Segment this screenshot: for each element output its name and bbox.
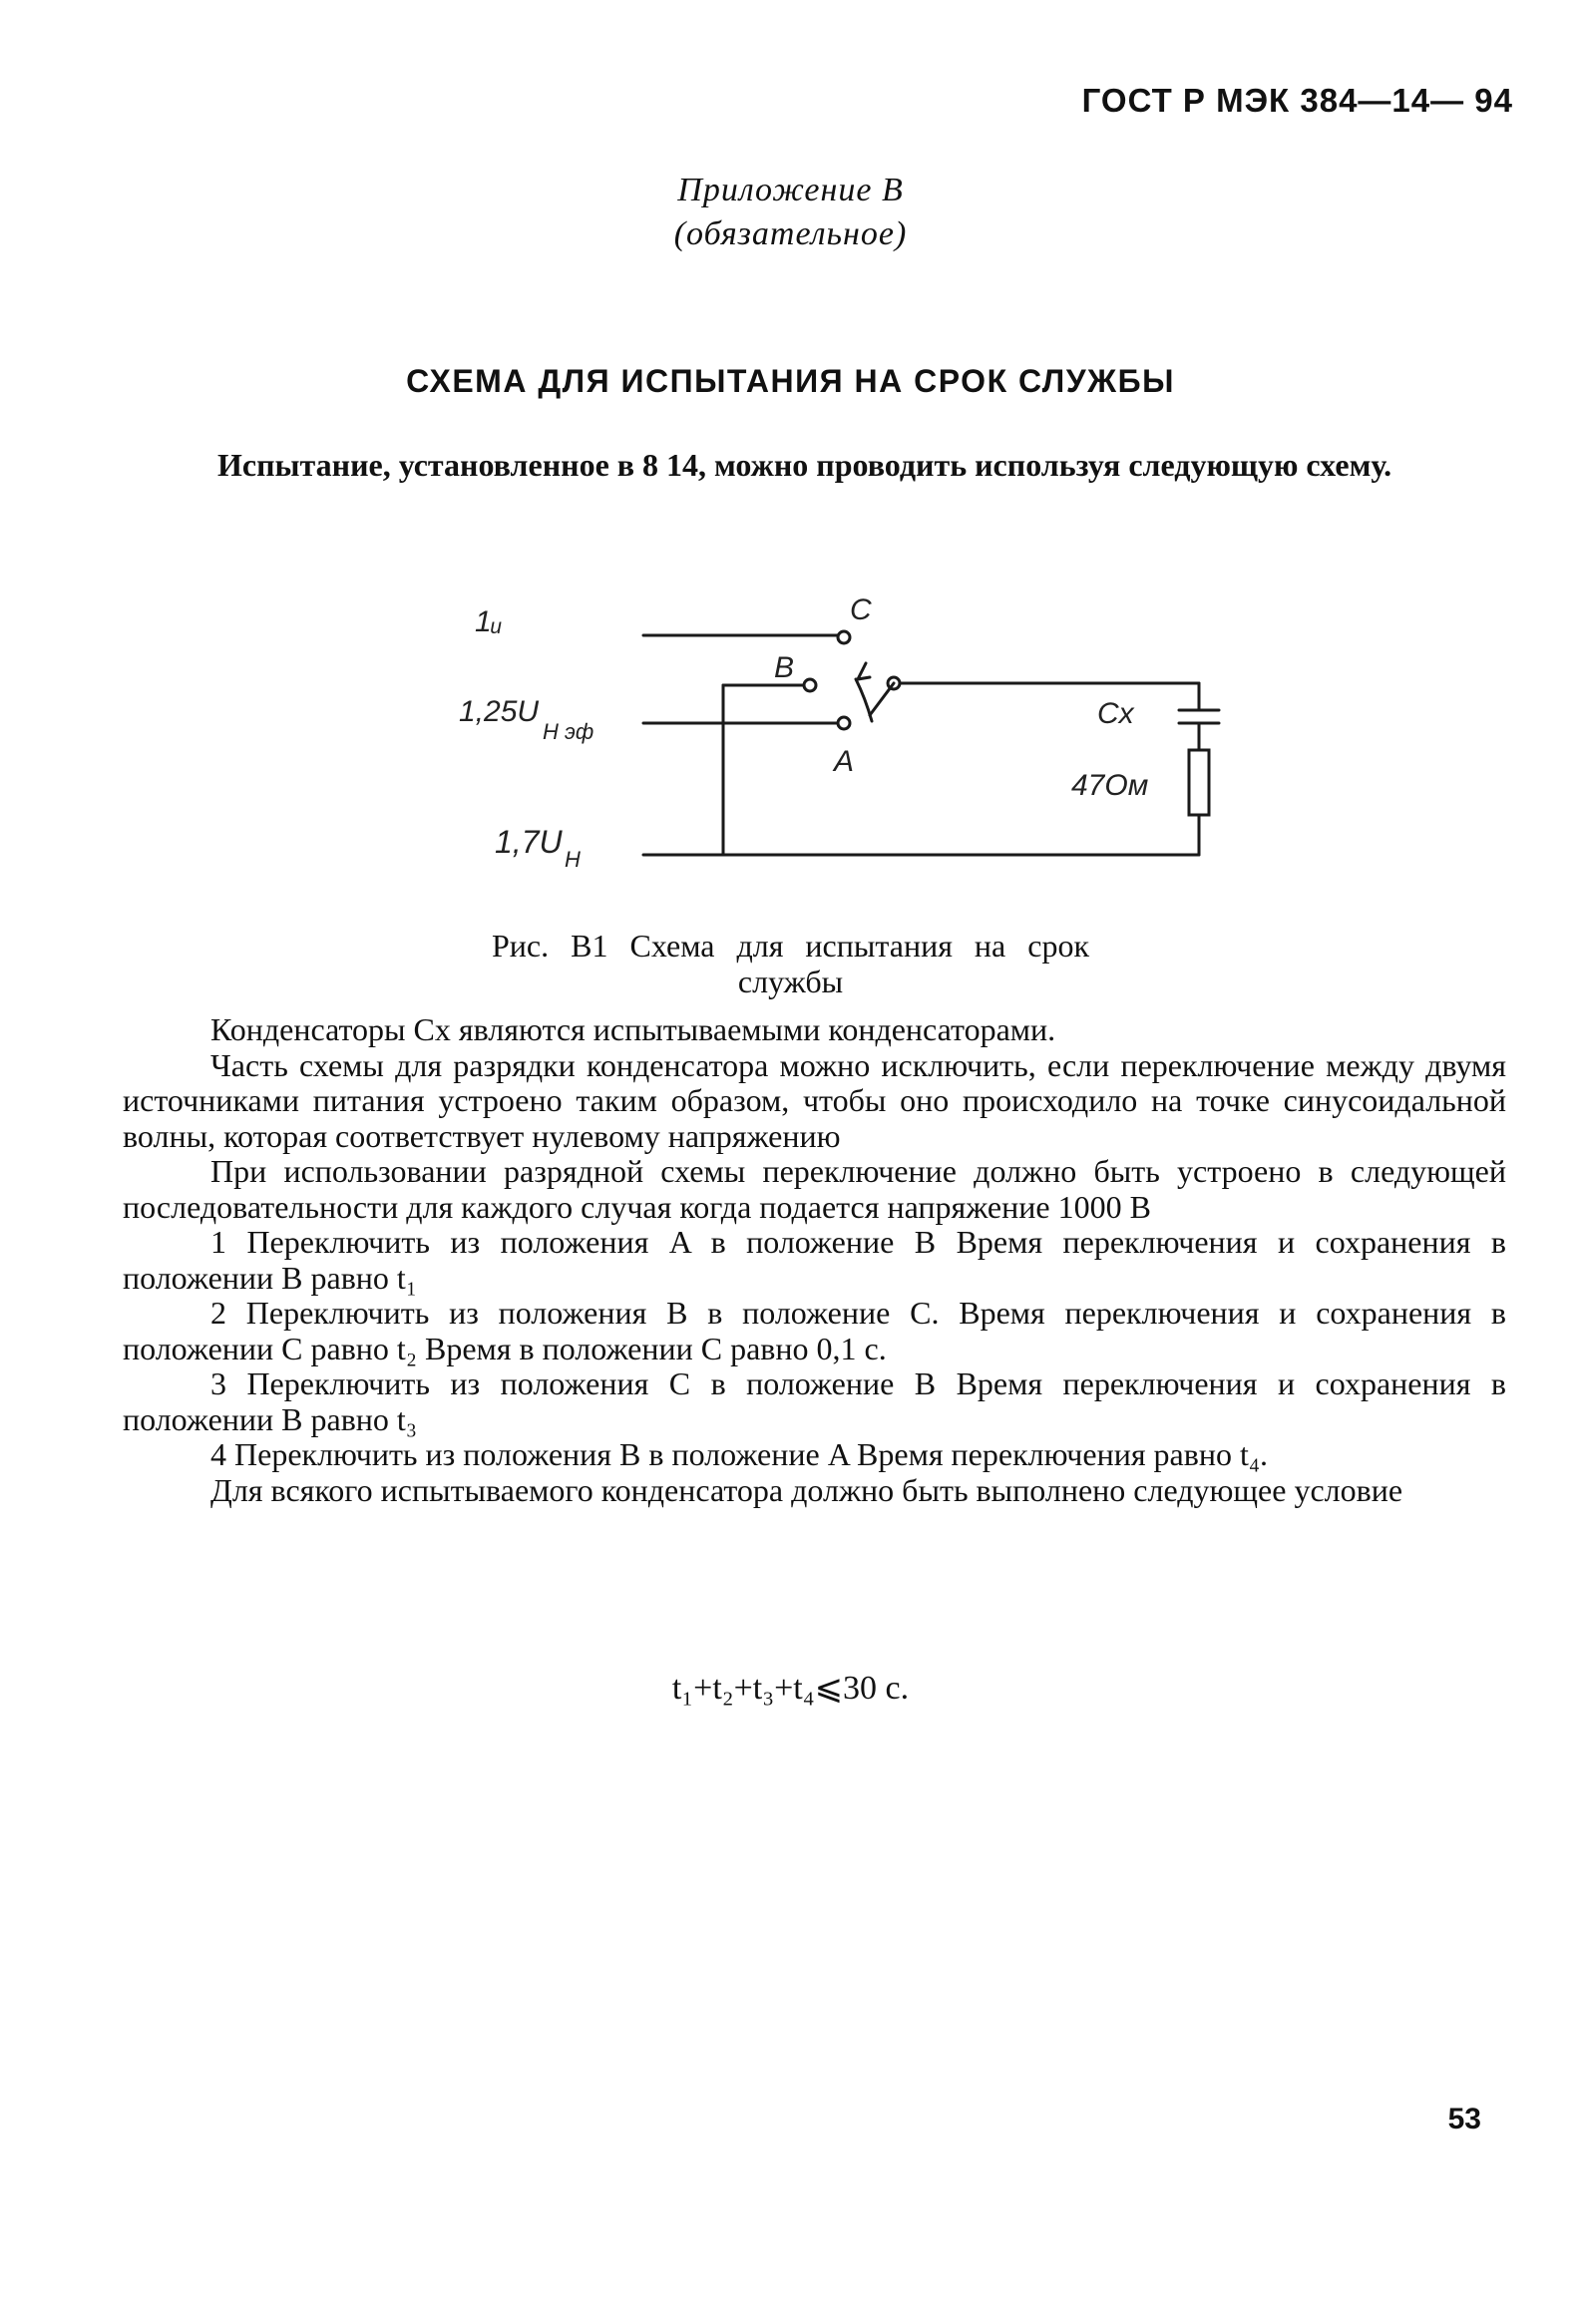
formula: t₁+t₂+t₃+t₄⩽30 с. (671, 1670, 910, 1707)
page-number: 53 (1447, 2103, 1481, 2135)
label-b: B (774, 651, 795, 684)
label-bottom-left-sub: Н (565, 847, 581, 872)
contact-c (838, 631, 850, 643)
paragraph-4: 1 Переключить из положения A в положение B Время переключения и сохранения в положении B равно t₁ (123, 1224, 1506, 1296)
body-text (123, 1012, 1506, 1508)
document-code: ГОСТ Р МЭК 384—14— 94 (1081, 82, 1513, 119)
section-title: СХЕМА ДЛЯ ИСПЫТАНИЯ НА СРОК СЛУЖБЫ (406, 363, 1175, 399)
paragraph-8: Для всякого испытываемого конденсатора должно быть выполнено следующее условие (210, 1471, 1403, 1508)
figure-caption (0, 928, 1581, 999)
switch-arrow (858, 663, 870, 679)
appendix-status: (обязательное) (673, 215, 908, 252)
label-top-left: 1ᵤ (475, 605, 503, 638)
label-bottom-left: 1,7U (495, 824, 563, 860)
figure-caption-line1: Рис. В1 Схема для испытания на срок (492, 928, 1089, 964)
paragraph-6: 3 Переключить из положения C в положение B Время переключения и сохранения в положении B равно t₃ (123, 1365, 1506, 1437)
label-resistor: 47Ом (1071, 769, 1149, 802)
figure-caption-line2: службы (737, 964, 844, 999)
paragraph-7: 4 Переключить из положения B в положение A Время переключения равно t₄. (210, 1436, 1269, 1472)
label-a: A (834, 745, 855, 778)
contact-b (804, 679, 816, 691)
label-mid-left: 1,25U (459, 695, 540, 728)
label-cx: Cx (1097, 697, 1134, 730)
switch-lever (870, 683, 894, 715)
paragraph-3: При использовании разрядной схемы переключение должно быть устроено в следующей последовательности для каждого случая когда подается напряжение 1000 В (123, 1153, 1506, 1225)
switch-arc (856, 679, 872, 721)
label-c: C (850, 593, 872, 626)
contact-a (838, 717, 850, 729)
resistor (1189, 750, 1209, 815)
label-mid-left-sub: Н эф (543, 719, 594, 744)
appendix-title: Приложение В (677, 172, 904, 208)
paragraph-1: Конденсаторы Cx являются испытываемыми конденсаторами. (210, 1011, 1056, 1047)
paragraph-5: 2 Переключить из положения B в положение C. Время переключения и сохранения в положении C равно t₂ Время в положении C равно 0,1 с. (123, 1295, 1506, 1366)
circuit-diagram (439, 583, 1277, 893)
intro-paragraph: Испытание, установленное в 8 14, можно проводить используя следующую схему. (217, 447, 1392, 483)
paragraph-2: Часть схемы для разрядки конденсатора можно исключить, если переключение между двумя источниками питания устроено таким образом, чтобы оно происходило на точке синусоидальной волны, которая соответствует нулевому напряжению (123, 1046, 1506, 1154)
